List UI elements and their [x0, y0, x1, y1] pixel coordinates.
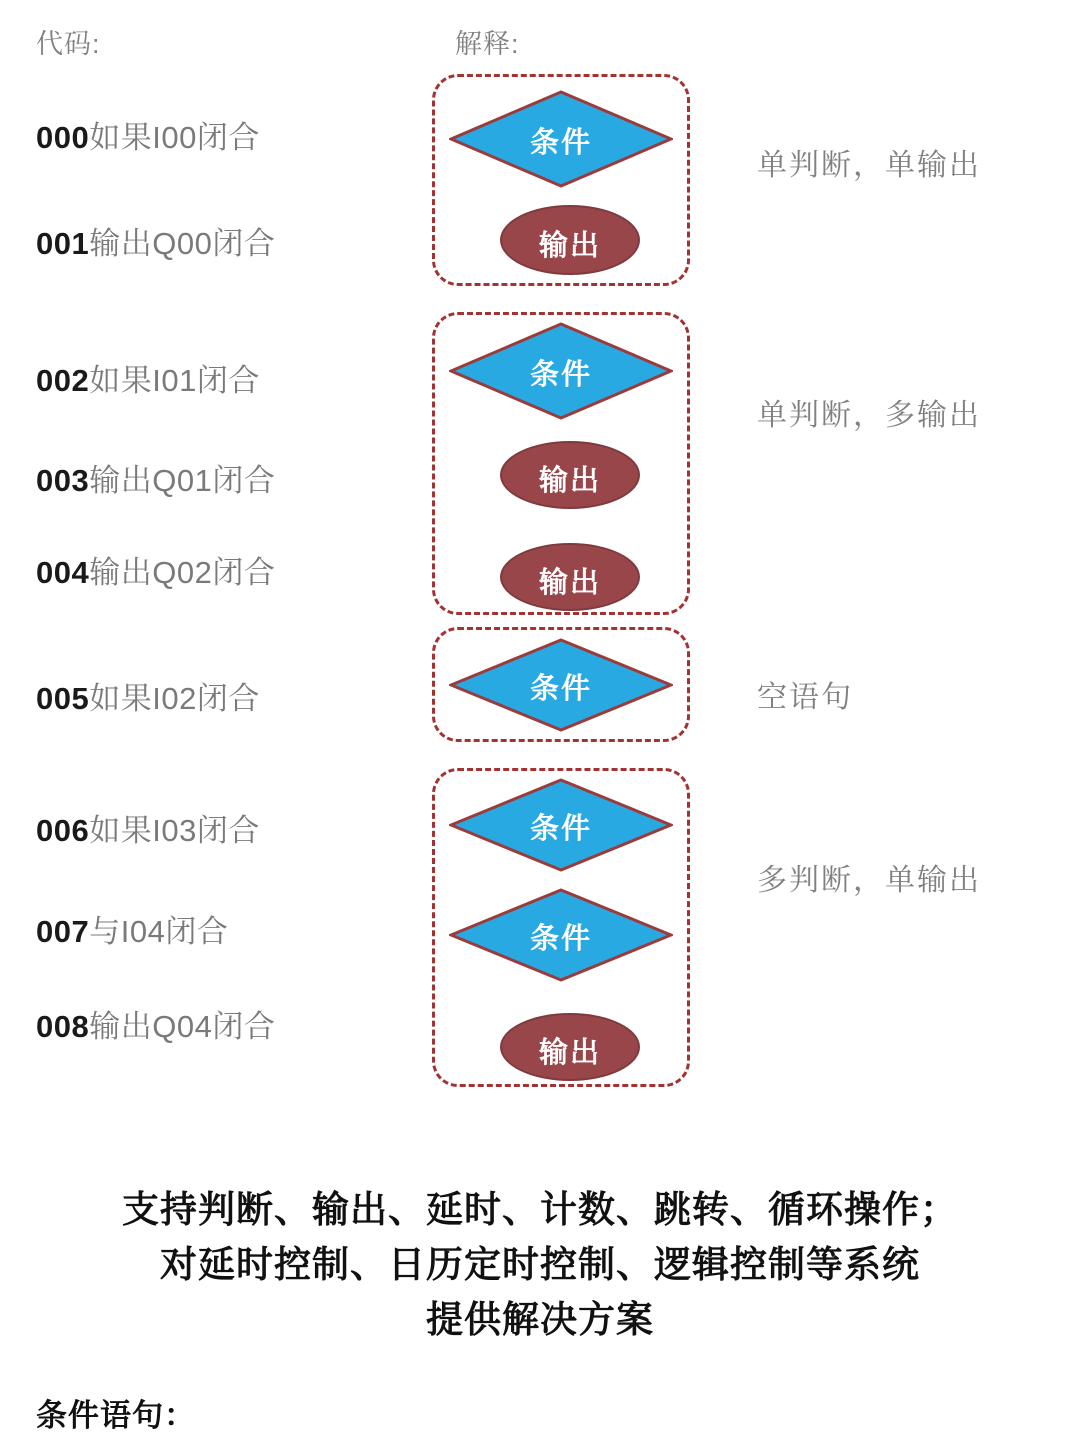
- condition-label: 条件: [529, 813, 592, 845]
- code-line-text: 输出Q01闭合: [89, 463, 276, 498]
- code-line-text: 与I04闭合: [89, 914, 229, 949]
- summary-line: 支持判断、输出、延时、计数、跳转、循环操作；: [122, 1189, 958, 1230]
- condition-diamond: [449, 778, 673, 872]
- summary-paragraph: [0, 1182, 1080, 1347]
- condition-diamond: [449, 638, 673, 732]
- code-line-number: 005: [36, 681, 90, 716]
- output-label: 输出: [538, 230, 601, 262]
- code-line: [36, 218, 275, 263]
- code-line-number: 001: [36, 226, 90, 261]
- code-line-number: 008: [36, 1009, 90, 1044]
- code-line-text: 如果I01闭合: [89, 363, 260, 398]
- code-line-text: 输出Q00闭合: [89, 226, 276, 261]
- output-label: 输出: [538, 567, 601, 599]
- code-line-text: 如果I00闭合: [89, 120, 260, 155]
- condition-label: 条件: [529, 359, 592, 391]
- code-line-text: 如果I02闭合: [89, 681, 260, 716]
- code-line: [36, 906, 228, 951]
- output-label: 输出: [538, 465, 601, 497]
- code-line-text: 输出Q02闭合: [89, 555, 276, 590]
- code-line-number: 002: [36, 363, 90, 398]
- explanation-multi-condition-single-output: 多判断，单输出: [757, 864, 981, 897]
- code-line-number: 000: [36, 120, 90, 155]
- condition-diamond: [449, 322, 673, 420]
- condition-label: 条件: [529, 127, 592, 159]
- code-line-number: 003: [36, 463, 90, 498]
- output-ellipse: [500, 441, 640, 509]
- summary-line: 对延时控制、日历定时控制、逻辑控制等系统: [160, 1244, 920, 1285]
- condition-diamond: [449, 90, 673, 188]
- output-ellipse: [500, 205, 640, 275]
- output-ellipse: [500, 543, 640, 611]
- footer-section-label: 条件语句：: [36, 1398, 196, 1433]
- explanation-single-condition-single-output: 单判断，单输出: [757, 149, 981, 182]
- condition-label: 条件: [529, 923, 592, 955]
- code-line: [36, 455, 275, 500]
- code-line-number: 007: [36, 914, 90, 949]
- explanation-empty-statement: 空语句: [757, 681, 853, 714]
- summary-line: 提供解决方案: [426, 1299, 654, 1340]
- code-line-text: 如果I03闭合: [89, 813, 260, 848]
- condition-diamond: [449, 888, 673, 982]
- code-column-header: 代码:: [36, 29, 101, 59]
- output-ellipse: [500, 1013, 640, 1081]
- code-line: [36, 547, 275, 592]
- condition-label: 条件: [529, 673, 592, 705]
- output-label: 输出: [538, 1037, 601, 1069]
- code-line: [36, 805, 260, 850]
- code-line: [36, 1001, 275, 1046]
- code-line-number: 006: [36, 813, 90, 848]
- code-line: [36, 673, 260, 718]
- code-line-number: 004: [36, 555, 90, 590]
- code-line: [36, 355, 260, 400]
- code-line: [36, 112, 260, 157]
- explanation-column-header: 解释:: [455, 29, 520, 59]
- code-line-text: 输出Q04闭合: [89, 1009, 276, 1044]
- explanation-single-condition-multi-output: 单判断，多输出: [757, 399, 981, 432]
